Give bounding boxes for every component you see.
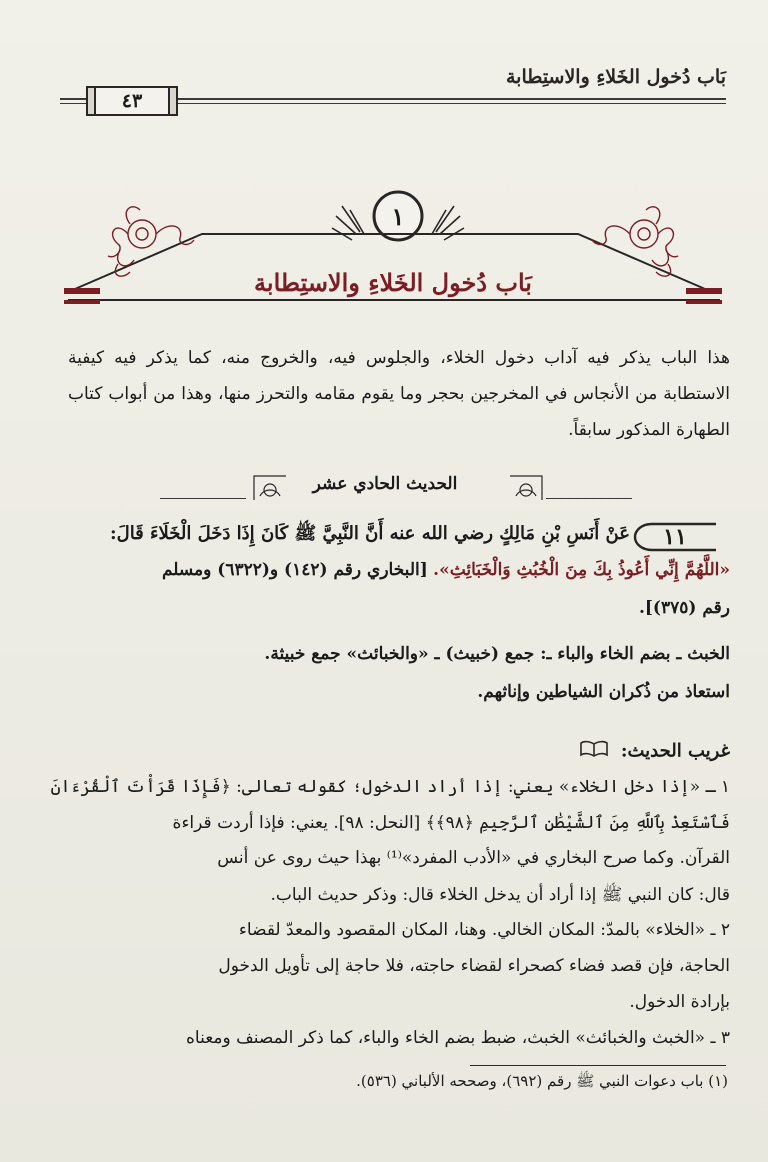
book-icon [579, 740, 609, 763]
gharib-line: بإرادة الدخول. [629, 992, 730, 1012]
gharib-line: القرآن. وكما صرح البخاري في «الأدب المفرد»⁽¹⁾ بهذا حيث روى عن أنس [217, 848, 730, 868]
running-header [60, 62, 726, 112]
intro-paragraph: هذا الباب يذكر فيه آداب دخول الخلاء، والجلوس فيه، والخروج منه، كما يذكر فيه كيفية الاستطابة من الأنجاس في المخرجين بحجر وما يقوم مقامه والتحرز منها، وهذا من أبواب كتاب الطهارة المذكور سابقاً. [68, 348, 730, 440]
ornament-right [506, 472, 546, 504]
gharib-line: الحاجة، فإن قصد فضاء كصحراء لقضاء حاجته، فلا حاجة إلى تأويل الدخول [218, 956, 730, 976]
hadith-reference: [البخاري رقم (١٤٢) و(٦٣٢٢) ومسلم [161, 560, 428, 580]
chapter-banner [60, 180, 726, 320]
running-title: بَاب دُخول الخَلاءِ والاستِطابة [505, 66, 726, 88]
gharib-line: ٣ ـ «الخبث والخبائث» الخبث، ضبط بضم الخاء والباء، كما ذكر المصنف ومعناه [186, 1028, 730, 1048]
footnote: (١) باب دعوات النبي ﷺ رقم (٦٩٢)، وصححه الألباني (٥٣٦). [356, 1072, 728, 1090]
explanation-line-2: استعاذ من ذُكران الشياطين وإناثهم. [477, 682, 730, 702]
hadith-text-line-2 [60, 560, 730, 580]
gharib-line: ٢ ـ «الخلاء» بالمدّ: المكان الخالي. وهنا، المكان المقصود والمعدّ لقضاء [238, 920, 730, 940]
heading-rule-left [160, 498, 246, 499]
hadith-text-line-3: رقم (٣٧٥)]. [638, 598, 730, 618]
hadith-heading [160, 470, 632, 510]
chapter-number: ١ [391, 201, 405, 231]
page-number: ٤٣ [94, 86, 170, 116]
gharib-line: فَٱسْتَعِذْ بِٱللَّهِ مِنَ ٱلشَّيْطَٰنِ ٱلرَّجِيمِ ﴿٩٨﴾﴾ [النحل: ٩٨]. يعني: فإذا أردت قراءة [172, 813, 730, 833]
section-heading [520, 740, 730, 766]
footnote-rule [470, 1065, 726, 1066]
gharib-line: ١ ـ «إذا دخل الخلاء» يعني: إذا أراد الدخول؛ كقوله تعالى: ﴿فَإِذَا قَرَأْتَ ٱلْقُرْءَانَ [50, 777, 730, 797]
gharib-line: قال: كان النبي ﷺ إذا أراد أن يدخل الخلاء قال: وذكر حديث الباب. [270, 885, 730, 905]
explanation-line-1: الخبث ـ بضم الخاء والباء ـ: جمع (خبيث) ـ «والخبائث» جمع خبيثة. [264, 644, 730, 664]
hadith-dua: «اللَّهُمَّ إِنِّي أَعُوذُ بِكَ مِنَ الْخُبُثِ وَالْخَبَائِثِ». [433, 560, 730, 580]
hadith-number-badge [632, 520, 718, 554]
header-rule-thin [170, 103, 726, 104]
hadith-heading-label: الحديث الحادي عشر [312, 474, 458, 494]
chapter-title: بَاب دُخول الخَلاءِ والاستِطابة [254, 268, 532, 297]
hadith-text-line-1: عَنْ أَنَسِ بْنِ مَالِكٍ رضي الله عنه أَنَّ النَّبِيَّ ﷺ كَانَ إِذَا دَخَلَ الْخَلَاءَ قَالَ: [109, 523, 630, 544]
header-rule [170, 98, 726, 100]
heading-rule-right [546, 498, 632, 499]
section-title: غريب الحديث: [620, 740, 730, 762]
hadith-number: ١١ [663, 524, 687, 550]
